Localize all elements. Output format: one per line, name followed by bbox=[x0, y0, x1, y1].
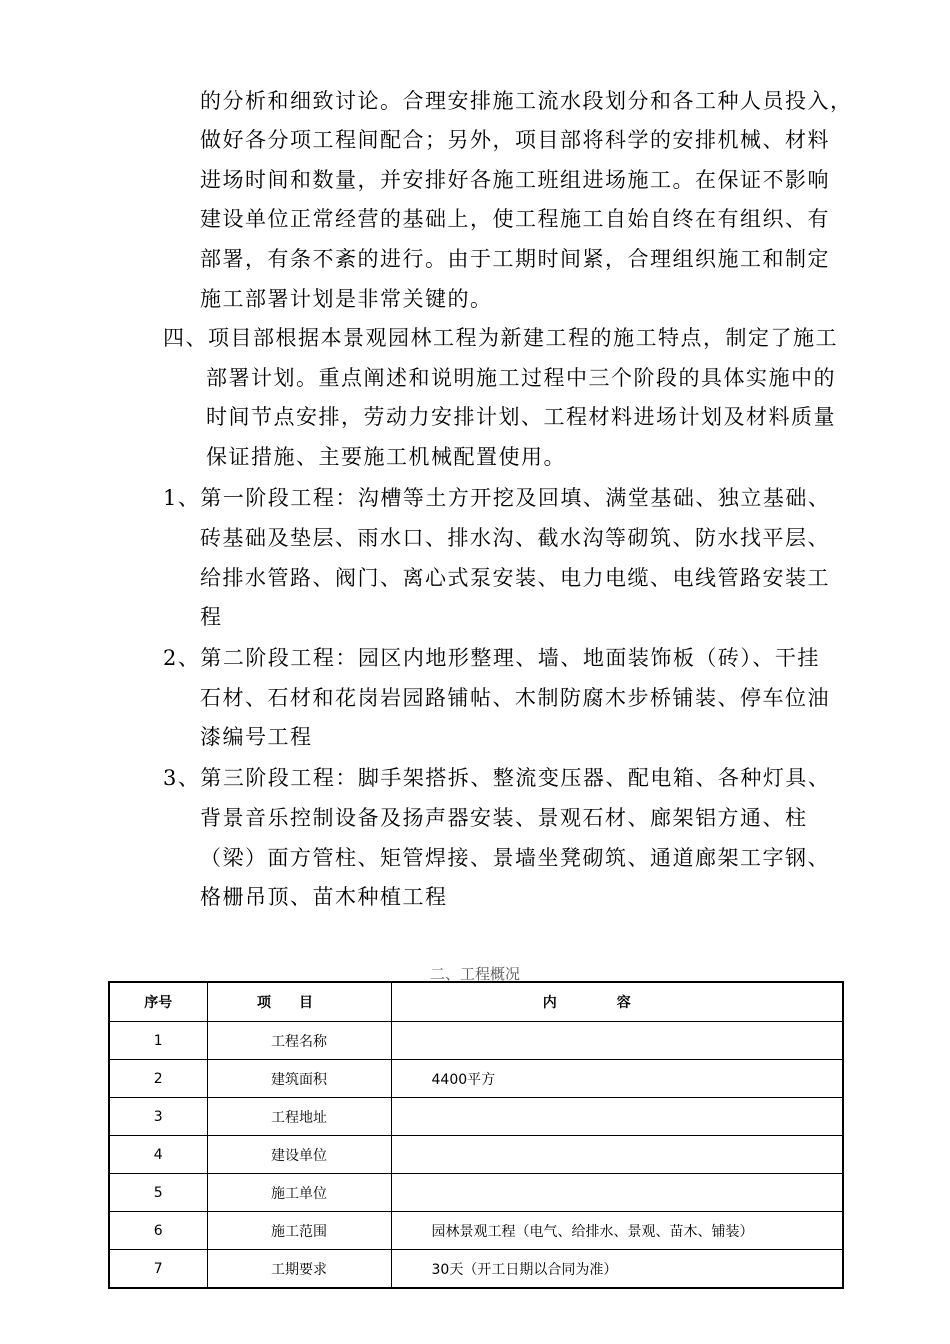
row-item: 工期要求 bbox=[207, 1250, 391, 1289]
body-line: 建设单位正常经营的基础上，使工程施工自始自终在有组织、有 bbox=[200, 207, 830, 231]
row-content bbox=[391, 1174, 843, 1212]
body-line: 时间节点安排，劳动力安排计划、工程材料进场计划及材料质量 bbox=[206, 405, 836, 429]
row-content bbox=[391, 1136, 843, 1174]
body-line: 背景音乐控制设备及扬声器安装、景观石材、廊架铝方通、柱 bbox=[200, 806, 808, 830]
body-line: 漆编号工程 bbox=[200, 725, 313, 749]
body-line: （梁）面方管柱、矩管焊接、景墙坐凳砌筑、通道廊架工字钢、 bbox=[200, 846, 830, 870]
row-item: 建筑面积 bbox=[207, 1060, 391, 1098]
table-row bbox=[109, 1250, 843, 1289]
row-content bbox=[391, 1022, 843, 1060]
body-line: 部署计划。重点阐述和说明施工过程中三个阶段的具体实施中的 bbox=[206, 366, 836, 390]
project-overview-table bbox=[108, 981, 844, 1289]
body-line: 格栅吊顶、苗木种植工程 bbox=[200, 885, 448, 909]
header-index: 序号 bbox=[109, 982, 207, 1022]
table-row bbox=[109, 1060, 843, 1098]
row-content: 30天（开工日期以合同为准） bbox=[391, 1250, 843, 1289]
body-line: 程 bbox=[200, 605, 223, 629]
table-row bbox=[109, 1136, 843, 1174]
row-index: 6 bbox=[109, 1212, 207, 1250]
body-line: 部署，有条不紊的进行。由于工期时间紧，合理组织施工和制定 bbox=[200, 247, 830, 271]
header-item: 项目 bbox=[207, 982, 391, 1022]
row-index: 4 bbox=[109, 1136, 207, 1174]
body-line: 的分析和细致讨论。合理安排施工流水段划分和各工种人员投入， bbox=[200, 89, 853, 113]
body-line: 保证措施、主要施工机械配置使用。 bbox=[206, 445, 566, 469]
row-content: 4400平方 bbox=[391, 1060, 843, 1098]
header-content: 内容 bbox=[391, 982, 843, 1022]
table-caption: 二、工程概况 bbox=[429, 965, 520, 983]
row-index: 3 bbox=[109, 1098, 207, 1136]
row-item: 施工范围 bbox=[207, 1212, 391, 1250]
body-line: 给排水管路、阀门、离心式泵安装、电力电缆、电线管路安装工 bbox=[200, 566, 830, 590]
list-item-3: 3、第三阶段工程：脚手架搭拆、整流变压器、配电箱、各种灯具、 bbox=[163, 766, 831, 790]
row-item: 施工单位 bbox=[207, 1174, 391, 1212]
row-index: 2 bbox=[109, 1060, 207, 1098]
body-line: 做好各分项工程间配合；另外，项目部将科学的安排机械、材料 bbox=[200, 128, 830, 152]
row-content: 园林景观工程（电气、给排水、景观、苗木、铺装） bbox=[391, 1212, 843, 1250]
row-content bbox=[391, 1098, 843, 1136]
table-row bbox=[109, 1098, 843, 1136]
table-header-row bbox=[109, 982, 843, 1022]
row-item: 建设单位 bbox=[207, 1136, 391, 1174]
list-item-1: 1、第一阶段工程：沟槽等土方开挖及回填、满堂基础、独立基础、 bbox=[163, 486, 831, 510]
section-heading: 四、项目部根据本景观园林工程为新建工程的施工特点，制定了施工 bbox=[163, 326, 838, 350]
body-line: 施工部署计划是非常关键的。 bbox=[200, 287, 493, 311]
table-row bbox=[109, 1022, 843, 1060]
row-item: 工程地址 bbox=[207, 1098, 391, 1136]
row-index: 7 bbox=[109, 1250, 207, 1289]
body-line: 砖基础及垫层、雨水口、排水沟、截水沟等砌筑、防水找平层、 bbox=[200, 526, 830, 550]
row-item: 工程名称 bbox=[207, 1022, 391, 1060]
body-line: 石材、石材和花岗岩园路铺帖、木制防腐木步桥铺装、停车位油 bbox=[200, 686, 830, 710]
table-row bbox=[109, 1174, 843, 1212]
row-index: 1 bbox=[109, 1022, 207, 1060]
row-index: 5 bbox=[109, 1174, 207, 1212]
body-line: 进场时间和数量，并安排好各施工班组进场施工。在保证不影响 bbox=[200, 168, 830, 192]
table-row bbox=[109, 1212, 843, 1250]
list-item-2: 2、第二阶段工程：园区内地形整理、墙、地面装饰板（砖）、干挂 bbox=[163, 646, 820, 670]
